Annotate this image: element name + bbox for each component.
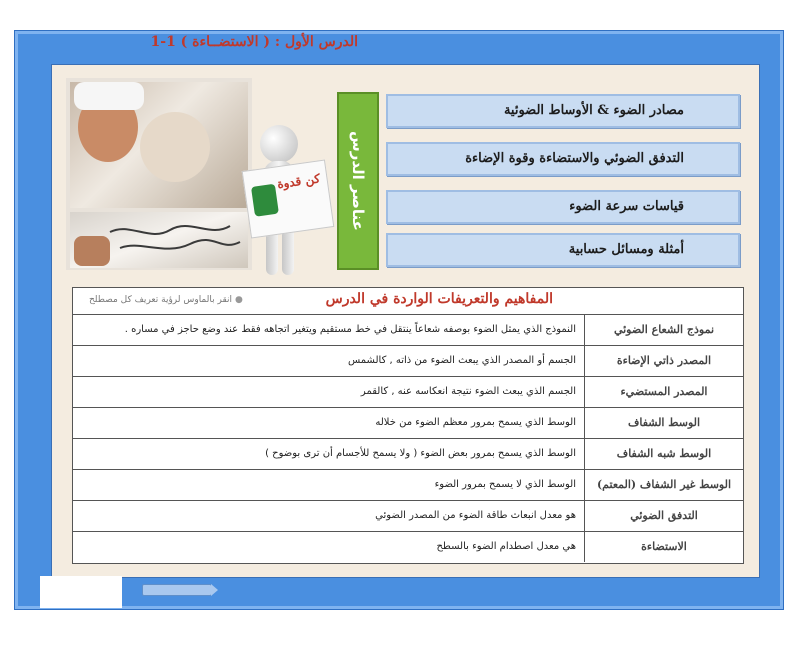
definition-row[interactable] <box>73 408 743 439</box>
term-label[interactable]: المصدر ذاتي الإضاءة <box>616 354 712 367</box>
photo-people <box>70 82 248 208</box>
be-role-model-sign <box>242 159 335 238</box>
lesson-title: الدرس الأول : ( الاستضــاءة ) 1-1 <box>150 34 358 50</box>
definition-row[interactable] <box>73 315 743 346</box>
definition-row[interactable] <box>73 470 743 501</box>
definition-text: الوسط الذي لا يسمح بمرور الضوء <box>73 470 585 500</box>
definition-row[interactable] <box>73 346 743 377</box>
definition-text: النموذج الذي يمثل الضوء بوصفه شعاعاً ينتقل في خط مستقيم ويتغير اتجاهه فقط عند وضع حاجز في مساره . <box>73 315 585 345</box>
definition-text: هي معدل اصطدام الضوء بالسطح <box>73 532 585 562</box>
bullet-icon: ● <box>235 295 243 305</box>
definition-text: الجسم الذي يبعث الضوء نتيجة انعكاسه عنه , كالقمر <box>73 377 585 407</box>
topic-button-speed-of-light[interactable]: قياسات سرعة الضوء <box>386 190 740 224</box>
definition-row[interactable] <box>73 377 743 408</box>
definitions-hint <box>89 295 243 305</box>
definitions-table <box>72 287 744 564</box>
definitions-title: المفاهيم والتعريفات الواردة في الدرس <box>325 291 553 307</box>
term-label[interactable]: الاستضاءة <box>641 540 687 553</box>
lesson-elements-text: عناصر الدرس <box>349 131 367 231</box>
definition-row[interactable] <box>73 439 743 470</box>
lesson-elements-label <box>337 92 379 270</box>
definition-text: الوسط الذي يسمح بمرور بعض الضوء ( ولا يسمح للأجسام أن ترى بوضوح ) <box>73 439 585 469</box>
definition-row[interactable] <box>73 532 743 563</box>
definition-text: الوسط الذي يسمح بمرور معظم الضوء من خلاله <box>73 408 585 438</box>
term-label[interactable]: الوسط شبه الشفاف <box>616 447 712 460</box>
definition-text: هو معدل انبعاث طاقة الضوء من المصدر الضوئي <box>73 501 585 531</box>
definition-row[interactable] <box>73 501 743 532</box>
topic-button-examples[interactable]: أمثلة ومسائل حسابية <box>386 233 740 267</box>
shield-icon <box>251 184 279 217</box>
sign-text: كن قدوة <box>276 171 321 192</box>
term-label[interactable]: الوسط الشفاف <box>627 416 701 429</box>
next-arrow-button[interactable] <box>142 584 212 596</box>
topic-button-light-sources[interactable]: مصادر الضوء & الأوساط الضوئية <box>386 94 740 128</box>
photo-writing <box>70 212 248 268</box>
lesson-photo <box>66 78 252 270</box>
topic-button-luminous-flux[interactable]: التدفق الضوئي والاستضاءة وقوة الإضاءة <box>386 142 740 176</box>
calligraphy-graphic <box>70 212 248 268</box>
hint-text: انقر بالماوس لرؤية تعريف كل مصطلح <box>89 295 233 305</box>
footer-blank-area <box>40 576 122 608</box>
term-label[interactable]: نموذج الشعاع الضوئي <box>613 323 715 336</box>
term-label[interactable]: التدفق الضوئي <box>630 509 698 522</box>
definition-text: الجسم أو المصدر الذي يبعث الضوء من ذاته , كالشمس <box>73 346 585 376</box>
definitions-header <box>73 288 743 315</box>
term-label[interactable]: المصدر المستضيء <box>620 385 708 398</box>
term-label[interactable]: الوسط غير الشفاف (المعتم) <box>596 478 732 491</box>
